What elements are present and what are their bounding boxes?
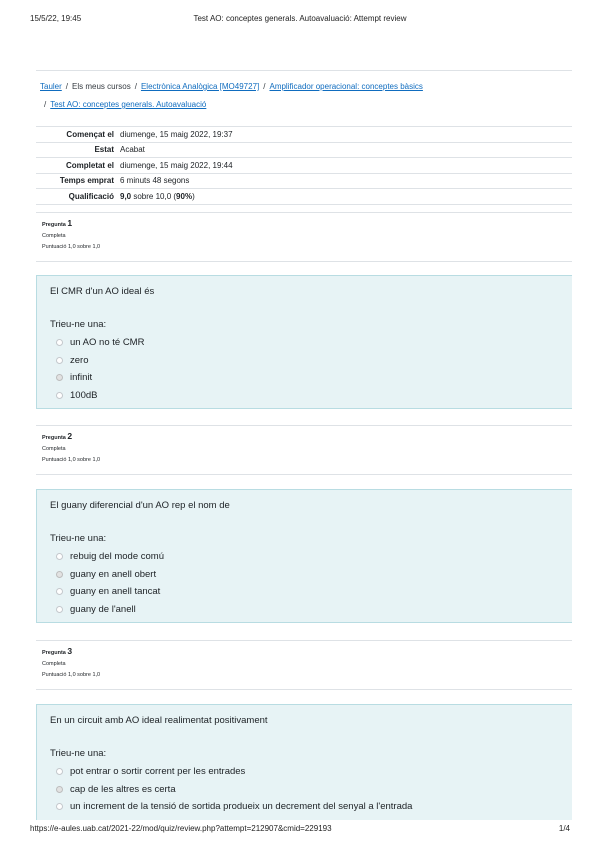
summary-value: diumenge, 15 maig 2022, 19:44 xyxy=(120,160,233,170)
grade-percent: 90% xyxy=(176,191,193,201)
summary-label: Completat el xyxy=(65,160,114,170)
answer-label: guany en anell obert xyxy=(70,568,157,580)
question-number xyxy=(42,431,572,444)
answer-label: pot entrar o sortir corrent per les entrades xyxy=(70,766,246,778)
breadcrumb-my-courses: Els meus cursos xyxy=(72,82,131,91)
radio-button[interactable] xyxy=(56,357,63,364)
summary-row-grade xyxy=(36,189,572,205)
answer-option[interactable] xyxy=(50,601,572,619)
grade-text-end: ) xyxy=(192,191,195,201)
print-page-title: Test AO: conceptes generals. Autoavaluació: Attempt review xyxy=(193,14,407,23)
breadcrumb-link-section[interactable]: Amplificador operacional: conceptes bàsics xyxy=(269,82,423,91)
print-url: https://e-aules.uab.cat/2021-22/mod/quiz/review.php?attempt=212907&cmid=229193 xyxy=(30,824,332,833)
answer-option[interactable] xyxy=(50,816,572,821)
breadcrumb-link-quiz[interactable]: Test AO: conceptes generals. Autoavaluació xyxy=(50,100,207,109)
question-text: El guany diferencial d'un AO rep el nom de xyxy=(50,500,230,511)
breadcrumb-separator: / xyxy=(263,82,266,91)
question-number-label: Pregunta xyxy=(42,435,68,441)
question-number-value: 2 xyxy=(67,431,73,441)
answer-label: infinit xyxy=(70,372,93,384)
question-points: Puntuació 1,0 sobre 1,0 xyxy=(42,244,101,250)
answer-prompt: Trieu-ne una: xyxy=(50,748,107,759)
breadcrumb-link-dashboard[interactable]: Tauler xyxy=(40,82,62,91)
print-date: 15/5/22, 19:45 xyxy=(30,14,82,23)
summary-label: Començat el xyxy=(66,129,114,139)
question-status: Completa xyxy=(42,661,66,667)
question-number xyxy=(42,218,572,231)
question-number xyxy=(42,646,572,659)
answer-label: cap de les altres es certa xyxy=(70,783,176,795)
question-text: En un circuit amb AO ideal realimentat positivament xyxy=(50,715,268,726)
answer-label: 100dB xyxy=(70,389,98,401)
question-points: Puntuació 1,0 sobre 1,0 xyxy=(42,457,101,463)
summary-label: Temps emprat xyxy=(59,176,114,186)
question-number-label: Pregunta xyxy=(42,222,68,228)
radio-button[interactable] xyxy=(56,768,63,775)
answer-option[interactable] xyxy=(50,352,572,370)
breadcrumb-separator: / xyxy=(134,82,137,91)
question-status: Completa xyxy=(42,233,66,239)
radio-button[interactable] xyxy=(56,606,63,613)
answer-prompt: Trieu-ne una: xyxy=(50,319,107,330)
breadcrumb-separator: / xyxy=(44,100,47,109)
summary-label: Estat xyxy=(94,145,114,155)
radio-button[interactable] xyxy=(56,553,63,560)
print-page-number: 1/4 xyxy=(558,824,570,833)
breadcrumb xyxy=(36,70,572,118)
summary-row-started xyxy=(36,127,572,143)
radio-button-selected[interactable] xyxy=(56,374,63,381)
answer-label: rebuig del mode comú xyxy=(70,551,164,563)
radio-button-selected[interactable] xyxy=(56,571,63,578)
answer-option[interactable] xyxy=(50,583,572,601)
answer-option[interactable] xyxy=(50,334,572,352)
question-number-label: Pregunta xyxy=(42,650,68,656)
question-points: Puntuació 1,0 sobre 1,0 xyxy=(42,672,101,678)
question-number-value: 3 xyxy=(67,646,73,656)
grade-text: sobre 10,0 ( xyxy=(131,191,177,201)
question-content-2 xyxy=(36,489,572,623)
question-status: Completa xyxy=(42,446,66,452)
summary-row-state xyxy=(36,143,572,159)
answer-label: guany en anell tancat xyxy=(70,586,161,598)
summary-value xyxy=(120,192,195,201)
question-content-3 xyxy=(36,704,572,820)
radio-button[interactable] xyxy=(56,339,63,346)
answer-label xyxy=(70,819,242,820)
answer-label: un increment de la tensió de sortida produeix un decrement del senyal a l'entrada xyxy=(70,801,413,813)
radio-button[interactable] xyxy=(56,803,63,810)
answer-option[interactable] xyxy=(50,798,572,816)
question-info-1 xyxy=(36,212,572,262)
question-info-2 xyxy=(36,425,572,475)
summary-value: Acabat xyxy=(120,145,145,155)
question-content-1 xyxy=(36,275,572,409)
breadcrumb-separator: / xyxy=(65,82,69,91)
answer-label: guany de l'anell xyxy=(70,603,136,615)
question-text: El CMR d'un AO ideal és xyxy=(50,286,155,297)
summary-label: Qualificació xyxy=(68,191,114,201)
answer-option-selected[interactable] xyxy=(50,781,572,799)
answer-label: zero xyxy=(70,354,89,366)
grade-score: 9,0 xyxy=(120,191,132,201)
answer-option-selected[interactable] xyxy=(50,369,572,387)
answer-option[interactable] xyxy=(50,387,572,405)
answer-label: un AO no té CMR xyxy=(70,337,145,349)
summary-value: 6 minuts 48 segons xyxy=(120,176,190,186)
answer-option[interactable] xyxy=(50,548,572,566)
question-number-value: 1 xyxy=(67,218,73,228)
radio-button[interactable] xyxy=(56,588,63,595)
answer-option[interactable] xyxy=(50,763,572,781)
answer-option-selected[interactable] xyxy=(50,566,572,584)
answer-prompt: Trieu-ne una: xyxy=(50,533,107,544)
summary-row-time xyxy=(36,174,572,190)
summary-value: diumenge, 15 maig 2022, 19:37 xyxy=(120,129,233,139)
print-footer xyxy=(30,824,570,836)
print-header xyxy=(30,14,570,26)
radio-button[interactable] xyxy=(56,392,63,399)
radio-button-selected[interactable] xyxy=(56,786,63,793)
summary-row-completed xyxy=(36,158,572,174)
breadcrumb-link-course[interactable]: Electrònica Analògica [MO49727] xyxy=(140,82,260,91)
question-info-3 xyxy=(36,640,572,690)
attempt-summary-table xyxy=(36,126,572,205)
